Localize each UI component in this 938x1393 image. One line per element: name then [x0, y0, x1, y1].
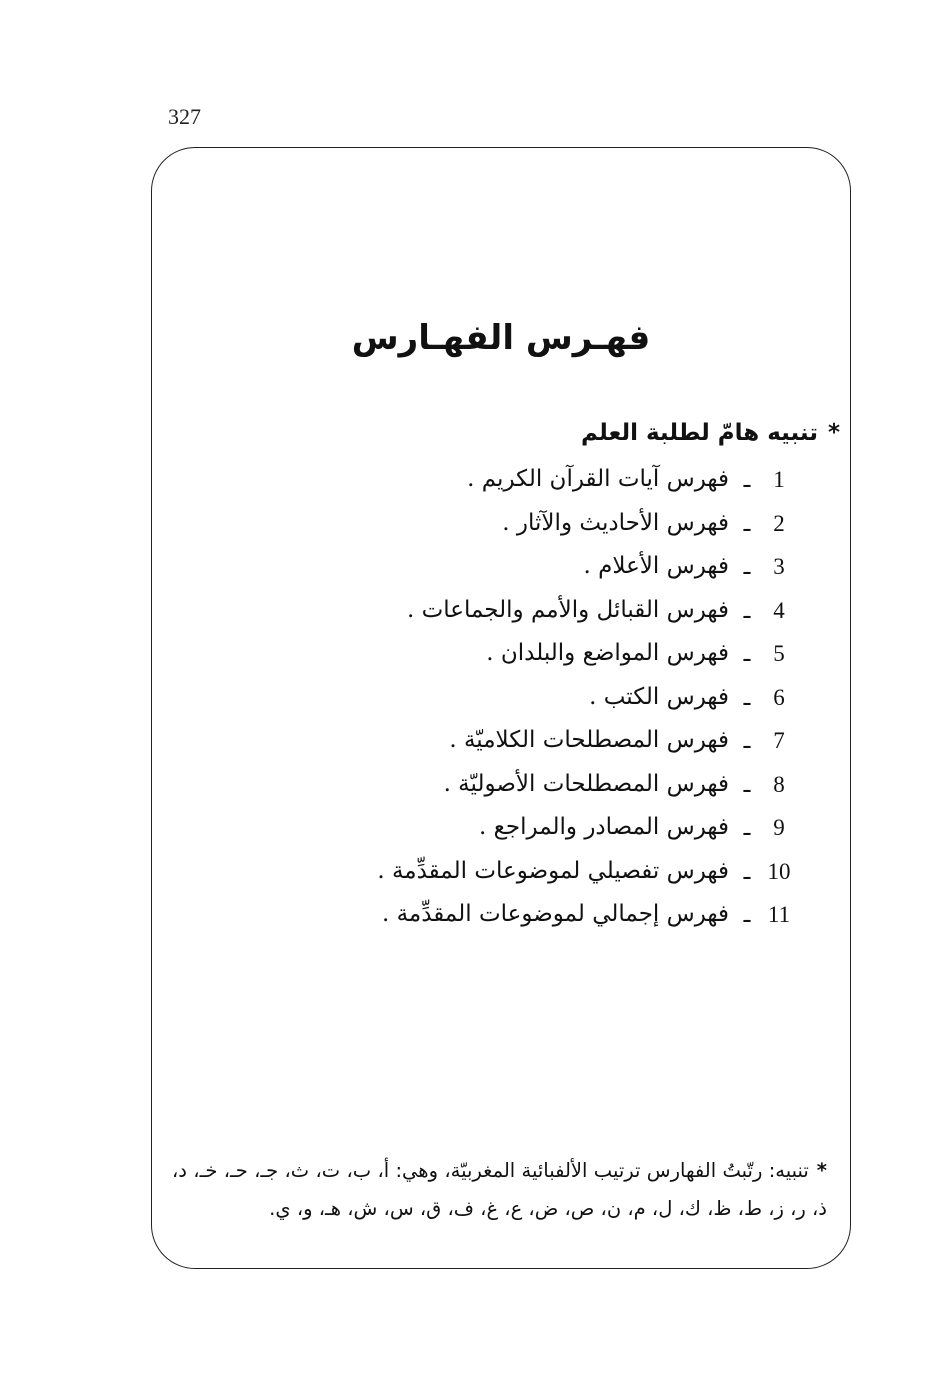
item-number: 2	[773, 510, 785, 536]
item-dash: ـ	[743, 902, 751, 927]
list-item	[377, 545, 793, 589]
item-dash: ـ	[743, 641, 751, 666]
item-number: 3	[773, 554, 785, 579]
page-number: 327	[168, 104, 201, 129]
item-number: 10	[767, 858, 791, 884]
item-label: فهرس الكتب .	[589, 683, 729, 710]
item-number: 8	[773, 771, 785, 797]
asterisk-icon: *	[827, 420, 840, 446]
asterisk-icon: *	[816, 1159, 827, 1182]
item-dash: ـ	[743, 858, 751, 884]
list-item	[377, 719, 793, 763]
item-dash: ـ	[743, 684, 751, 710]
item-label: فهرس الأعلام .	[583, 553, 729, 579]
list-item	[377, 806, 793, 850]
item-label: فهرس المصطلحات الأصوليّة .	[443, 770, 729, 797]
item-label: فهرس المواضع والبلدان .	[486, 640, 729, 666]
item-label: فهرس تفصيلي لموضوعات المقدِّمة .	[377, 857, 729, 884]
item-dash: ـ	[743, 728, 751, 753]
item-dash: ـ	[743, 597, 751, 623]
item-label: فهرس المصادر والمراجع .	[479, 814, 729, 840]
page-title: فهـرس الفهـارس	[351, 318, 651, 358]
footnote-text: تنبيه: رتّبتُ الفهارس ترتيب الألفبائية المغربيّة، وهي: أ، ب، ت، ث، جـ، حـ، خـ، د، ذ، ر، ز، ط، ظ، ك، ل، م، ن، ص، ض، ع، غ، ف، ق، س، ش، هـ، و، ي.	[172, 1159, 827, 1220]
list-item	[377, 632, 793, 676]
item-number: 9	[773, 815, 785, 840]
item-label: فهرس إجمالي لموضوعات المقدِّمة .	[381, 901, 729, 927]
item-label: فهرس الأحاديث والآثار .	[502, 509, 729, 536]
item-dash: ـ	[743, 554, 751, 579]
item-dash: ـ	[743, 815, 751, 840]
item-number: 6	[773, 684, 785, 710]
item-dash: ـ	[743, 510, 751, 536]
notice-heading	[581, 420, 840, 446]
index-list	[377, 458, 793, 937]
item-dash: ـ	[743, 771, 751, 797]
list-item	[377, 893, 793, 937]
list-item	[377, 589, 793, 633]
list-item	[377, 676, 793, 720]
list-item	[377, 850, 793, 894]
item-dash: ـ	[743, 467, 751, 492]
list-item	[377, 763, 793, 807]
item-label: فهرس المصطلحات الكلاميّة .	[449, 727, 729, 753]
list-item	[377, 458, 793, 502]
item-number: 5	[773, 641, 785, 666]
item-number: 4	[773, 597, 785, 623]
item-number: 1	[773, 467, 785, 492]
item-label: فهرس القبائل والأمم والجماعات .	[407, 596, 729, 623]
item-label: فهرس آيات القرآن الكريم .	[467, 466, 729, 492]
item-number: 11	[767, 902, 791, 927]
notice-text: تنبيه هامّ لطلبة العلم	[581, 420, 818, 446]
list-item	[377, 502, 793, 546]
item-number: 7	[773, 728, 785, 753]
footnote	[172, 1152, 827, 1228]
